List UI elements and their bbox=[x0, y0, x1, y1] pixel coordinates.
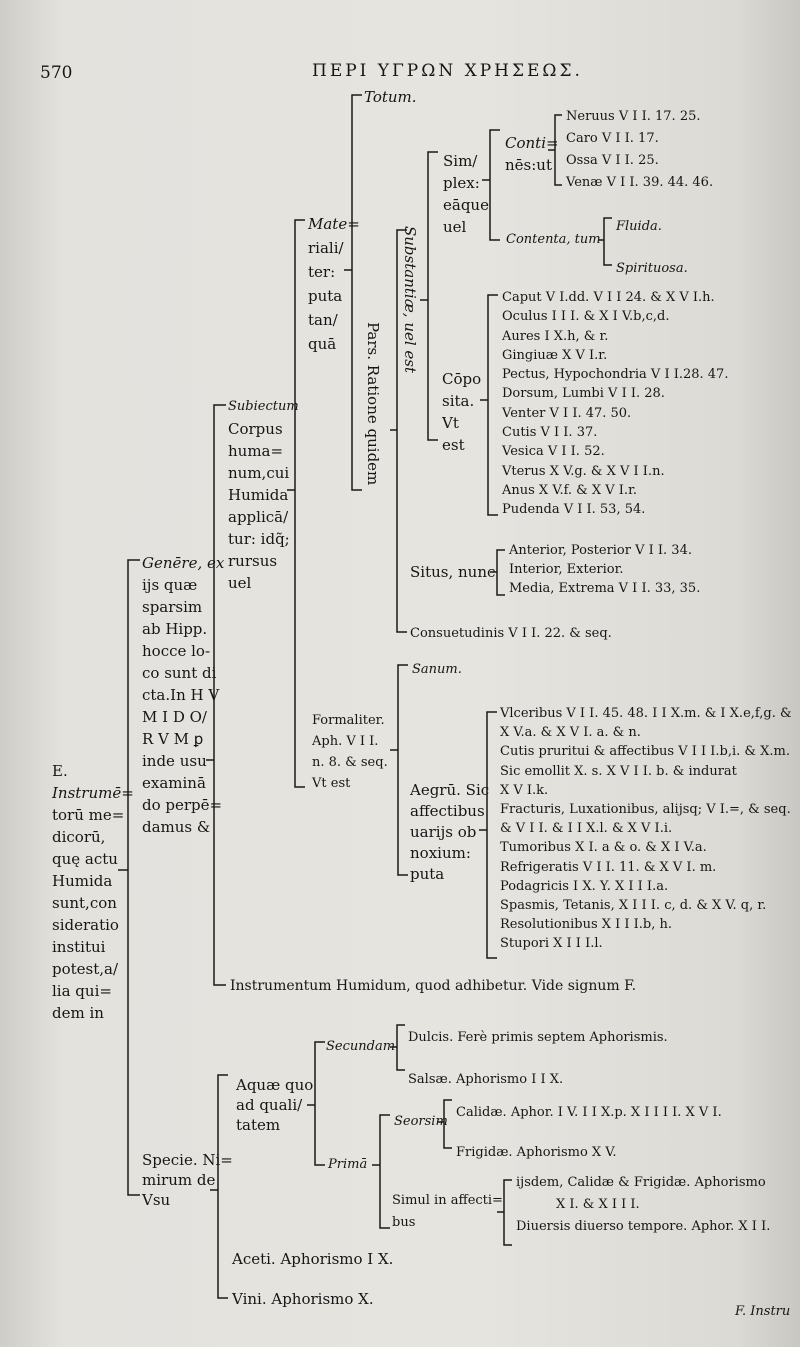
vini-label: Vini. Aphorismo X. bbox=[232, 1290, 374, 1308]
substantiae-brace bbox=[420, 152, 438, 440]
aceti-label: Aceti. Aphorismo I X. bbox=[232, 1250, 394, 1268]
contenta-list: Fluida. Spirituosa. bbox=[616, 219, 688, 276]
composita-label: Cōpo sita. Vt est bbox=[442, 370, 482, 454]
seorsim-label: Seorsim bbox=[394, 1114, 448, 1129]
secundam-list: Dulcis. Ferè primis septem Aphorismis. Salsæ. Aphorismo I I X. bbox=[408, 1030, 668, 1087]
specie-label: Specie. Ni= mirum de Vsu bbox=[142, 1151, 233, 1209]
continentes-label: Conti= nēs:ut bbox=[505, 134, 559, 174]
root-label: E. Instrumē= torū me= dicorū, quę actu Humida sunt,con sideratio institui potest,a/ lia qui= dem in bbox=[52, 762, 134, 1022]
aquae-label: Aquæ quo ad quali/ tatem bbox=[236, 1076, 314, 1134]
contenta-label: Contenta, tum bbox=[506, 232, 601, 247]
aegrum-label: Aegrū. Sic affectibus uarijs ob noxium: puta bbox=[410, 781, 490, 883]
materialiter-label: Mate= riali/ ter: puta tan/ quā bbox=[308, 215, 360, 353]
primam-label: Primā bbox=[328, 1157, 368, 1172]
composita-brace bbox=[480, 295, 498, 515]
simplex-label: Sim/ plex: eāque uel bbox=[443, 152, 489, 236]
consuetudinis-label: Consuetudinis V I I. 22. & seq. bbox=[410, 626, 612, 641]
instrumentum-label: Instrumentum Humidum, quod adhibetur. Vide signum F. bbox=[230, 978, 637, 994]
page-number: 570 bbox=[40, 63, 73, 83]
totum-label: Totum. bbox=[364, 88, 417, 106]
formaliter-label: Formaliter. Aph. V I I. n. 8. & seq. Vt est bbox=[312, 713, 388, 791]
simul-label: Simul in affecti= bus bbox=[392, 1193, 503, 1230]
genere-label: Genēre, ex ijs quæ sparsim ab Hipp. hocce lo- co sunt di cta.In H V M I D O/ R V M ꝑ inde usu examinā do perpē= damus & bbox=[142, 554, 225, 836]
secundam-label: Secundam bbox=[326, 1039, 396, 1054]
continentes-list: Neruus V I I. 17. 25. Caro V I I. 17. Ossa V I I. 25. Venæ V I I. 39. 44. 46. bbox=[566, 109, 714, 190]
seorsim-list: Calidæ. Aphor. I V. I I X.p. X I I I I. X V I. Frigidæ. Aphorismo X V. bbox=[456, 1105, 722, 1160]
composita-list: Caput V I.dd. V I I 24. & X V I.h. Oculus I I I. & X I V.b,c,d. Aures I X.h, & r. Gingiuæ X V I.r. Pectus, Hypochondria V I I.28. 47. Dorsum, Lumbi V I I. 28. Venter V I I. 47. 50. Cutis V I I. 37. Vesica V I I. 52. Vterus X V.g. & X V I I.n. Anus X V.f. & X V I.r. Pudenda V I I. 53, 54. bbox=[502, 290, 729, 518]
aegrum-list: Vlceribus V I I. 45. 48. I I X.m. & I X.e,f,g. & X V.a. & X V I. a. & n. Cutis pruritui & affectibus V I I I.b,i. & X.m. Sic emollit X. s. X V I I. b. & indurat X V I.k. Fracturis, Luxationibus, alijsq; V I.=, & seq. & V I I. & I I X.l. & X V I.i. Tumoribus X I. a & o. & X I V.a. Refrigeratis V I I. 11. & X V I. m. Podagricis I X. Y. X I I I.a. Spasmis, Tetanis, X I I I. c, d. & X V. q, r. Resolutionibus X I I I.b, h. Stupori X I I I.l. bbox=[500, 706, 792, 952]
primam-brace bbox=[372, 1115, 390, 1228]
formaliter-brace bbox=[390, 665, 408, 875]
substantiae-label: Substantiæ, uel est bbox=[401, 226, 419, 374]
situs-list: Anterior, Posterior V I I. 34. Interior, Exterior. Media, Extrema V I I. 33, 35. bbox=[509, 543, 701, 596]
subiectum-label: Subiectum Corpus huma= num,cui Humida applicā/ tur: idq̃; rursus uel bbox=[228, 399, 299, 592]
simul-list: ijsdem, Calidæ & Frigidæ. Aphorismo X I. & X I I I. Diuersis diuerso tempore. Aphor. X I I. bbox=[516, 1175, 771, 1234]
catchword: F. Instru bbox=[735, 1304, 791, 1319]
situs-label: Situs, nunc bbox=[410, 563, 496, 581]
sanum-label: Sanum. bbox=[412, 662, 462, 677]
running-title: ΠΕΡΙ ΥΓΡΩΝ ΧΡΗΣΕΩΣ. bbox=[312, 61, 583, 81]
pars-ratione-label: Pars. Ratione quidem bbox=[364, 322, 382, 486]
